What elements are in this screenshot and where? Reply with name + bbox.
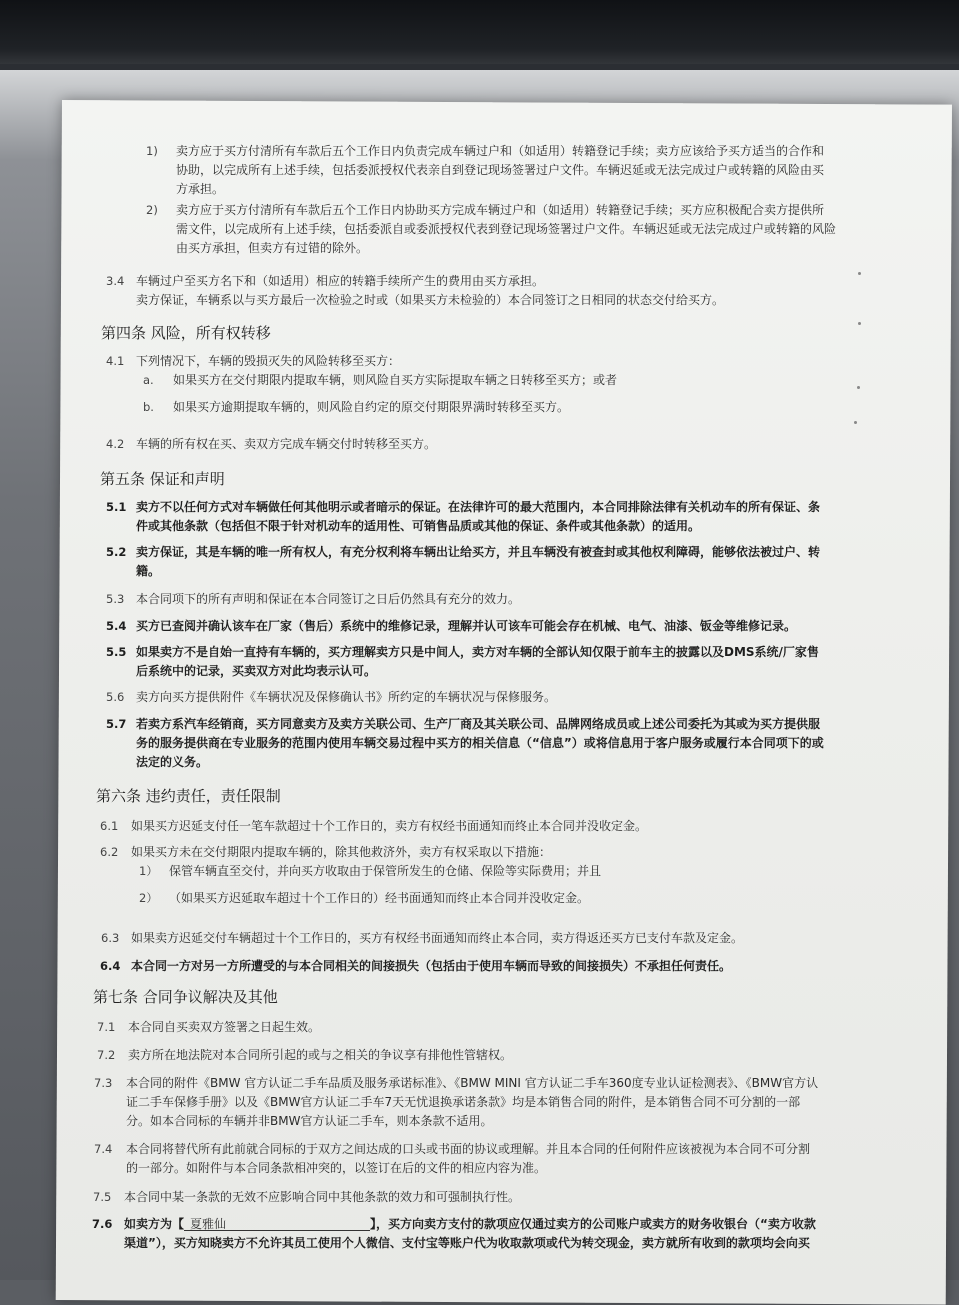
clause-number: 5.4 bbox=[106, 619, 127, 633]
clause-line: 需文件，以完成所有上述手续，包括委派自或委派授权代表到登记现场签署过户文件。车辆迟延或无法完成过户或转籍的风险 bbox=[176, 222, 837, 236]
heading-article-6: 第六条 违约责任，责任限制 bbox=[96, 787, 281, 805]
seller-name-field: 夏雅仙 bbox=[184, 1216, 370, 1231]
clause-number: 7.3 bbox=[94, 1076, 113, 1090]
heading-article-7: 第七条 合同争议解决及其他 bbox=[93, 988, 278, 1006]
clause-line: 卖方不以任何方式对车辆做任何其他明示或者暗示的保证。在法律许可的最大范围内，本合同排除法律有关机动车的所有保证、条 bbox=[136, 500, 821, 514]
clause-line: 卖方保证，其是车辆的唯一所有权人，有充分权利将车辆出让给买方，并且车辆没有被查封或其他权利障碍，能够依法被过户、转 bbox=[136, 545, 821, 559]
clause-line: 如果买方未在交付期限内提取车辆的，除其他救济外，卖方有权采取以下措施： bbox=[131, 845, 552, 859]
clause-number: 7.5 bbox=[93, 1190, 112, 1204]
clause-number: 7.1 bbox=[97, 1020, 116, 1034]
paper-mark bbox=[858, 322, 861, 325]
clause-number: 1） bbox=[139, 864, 158, 878]
clause-line: 本合同中某一条款的无效不应影响合同中其他条款的效力和可强制执行性。 bbox=[124, 1190, 521, 1204]
clause-line: （如果买方迟延取车超过十个工作日的）经书面通知而终止本合同并没收定金。 bbox=[169, 891, 590, 905]
clause-text: 】，买方向卖方支付的款项应仅通过卖方的公司账户或卖方的财务收银台（“卖方收款 bbox=[370, 1217, 816, 1231]
clause-line: 本合同的附件《BMW 官方认证二手车品质及服务承诺标准》、《BMW MINI 官方认证二手车360度专业认证检测表》、《BMW官方认 bbox=[126, 1076, 819, 1090]
clause-number: 5.2 bbox=[106, 545, 127, 559]
clause-line: 的一部分。如附件与本合同条款相冲突的，以签订在后的文件的相应内容为准。 bbox=[126, 1161, 547, 1175]
clause-number: 2） bbox=[139, 891, 158, 905]
clause-number: 2) bbox=[146, 203, 158, 217]
clause-number: 6.2 bbox=[100, 845, 119, 859]
clause-number: 7.6 bbox=[92, 1217, 113, 1231]
clause-line: 卖方向买方提供附件《车辆状况及保修确认书》所约定的车辆状况与保修服务。 bbox=[136, 690, 557, 704]
clause-number: b. bbox=[143, 400, 154, 414]
clause-line: 务的服务提供商在专业服务的范围内使用车辆交易过程中买方的相关信息（“信息”）或将信息用于客户服务或履行本合同项下的或 bbox=[136, 736, 824, 750]
clause-line: 如果买方迟延支付任一笔车款超过十个工作日的，卖方有权经书面通知而终止本合同并没收定金。 bbox=[131, 819, 648, 833]
clause-line bbox=[124, 1216, 816, 1232]
clause-number: 6.4 bbox=[100, 959, 121, 973]
clause-number: 5.5 bbox=[106, 645, 127, 659]
clause-number: 4.1 bbox=[106, 354, 125, 368]
clause-number: 1) bbox=[146, 144, 158, 158]
clause-number: 5.7 bbox=[106, 717, 127, 731]
clause-number: 5.6 bbox=[106, 690, 125, 704]
clause-number: 6.3 bbox=[101, 931, 120, 945]
clause-line: 本合同一方对另一方所遭受的与本合同相关的间接损失（包括由于使用车辆而导致的间接损失）不承担任何责任。 bbox=[131, 959, 732, 973]
clause-line: 如果卖方迟延交付车辆超过十个工作日的，买方有权经书面通知而终止本合同，卖方得返还买方已支付车款及定金。 bbox=[131, 931, 744, 945]
clause-line: 分。如本合同标的车辆并非BMW官方认证二手车，则本条款不适用。 bbox=[126, 1114, 493, 1128]
clause-number: 7.4 bbox=[94, 1142, 113, 1156]
clause-line: 买方已查阅并确认该车在厂家（售后）系统中的维修记录，理解并认可该车可能会存在机械、电气、油漆、钣金等维修记录。 bbox=[136, 619, 797, 633]
clause-line: 本合同自买卖双方签署之日起生效。 bbox=[128, 1020, 321, 1034]
clause-line: 证二手车保修手册》以及《BMW官方认证二手车7天无忧退换承诺条款》均是本销售合同的附件，是本销售合同不可分割的一部 bbox=[126, 1095, 801, 1109]
paper-mark bbox=[854, 421, 857, 424]
clause-line: 如果卖方不是自始一直持有车辆的，买方理解卖方只是中间人，卖方对车辆的全部认知仅限于前车主的披露以及DMS系统/厂家售 bbox=[136, 645, 819, 659]
clause-line: 本合同项下的所有声明和保证在本合同签订之日后仍然具有充分的效力。 bbox=[136, 592, 521, 606]
heading-article-5: 第五条 保证和声明 bbox=[100, 470, 225, 488]
clause-line: 卖方保证，车辆系以与买方最后一次检验之时或（如果买方未检验的）本合同签订之日相同的状态交付给买方。 bbox=[136, 293, 725, 307]
clause-line: 车辆的所有权在买、卖双方完成车辆交付时转移至买方。 bbox=[136, 437, 437, 451]
clause-line: 后系统中的记录，买卖双方对此均表示认可。 bbox=[136, 664, 377, 678]
clause-number: 3.4 bbox=[106, 274, 125, 288]
clause-line: 如果买方逾期提取车辆的，则风险自约定的原交付期限界满时转移至买方。 bbox=[173, 400, 570, 414]
heading-article-4: 第四条 风险，所有权转移 bbox=[101, 324, 271, 342]
clause-line: 法定的义务。 bbox=[136, 755, 209, 769]
clause-line: 件或其他条款（包括但不限于针对机动车的适用性、可销售品质或其他的保证、条件或其他条款）的适用。 bbox=[136, 519, 701, 533]
clause-number: 4.2 bbox=[106, 437, 125, 451]
clause-line: 方承担。 bbox=[176, 182, 225, 196]
clause-number: 5.3 bbox=[106, 592, 125, 606]
clause-line: 保管车辆直至交付，并向买方收取由于保管所发生的仓储、保险等实际费用；并且 bbox=[169, 864, 602, 878]
clause-line: 下列情况下，车辆的毁损灭失的风险转移至买方： bbox=[136, 354, 401, 368]
clause-line: 协助，以完成所有上述手续，包括委派授权代表亲自到登记现场签署过户文件。车辆迟延或无法完成过户或转籍的风险由买 bbox=[176, 163, 825, 177]
clause-number: 6.1 bbox=[100, 819, 119, 833]
paper-mark bbox=[857, 386, 860, 389]
paper-mark bbox=[858, 272, 861, 275]
clause-number: 7.2 bbox=[97, 1048, 116, 1062]
clause-line: 卖方应于买方付清所有车款后五个工作日内负责完成车辆过户和（如适用）转籍登记手续；卖方应该给予买方适当的合作和 bbox=[176, 144, 825, 158]
clause-text: 如卖方为【 bbox=[124, 1217, 185, 1231]
clause-line: 由买方承担，但卖方有过错的除外。 bbox=[176, 241, 369, 255]
clause-line: 本合同将替代所有此前就合同标的于双方之间达成的口头或书面的协议或理解。并且本合同的任何附件应该被视为本合同不可分割 bbox=[126, 1142, 811, 1156]
clause-line: 卖方应于买方付清所有车款后五个工作日内协助买方完成车辆过户和（如适用）转籍登记手续；买方应积极配合卖方提供所 bbox=[176, 203, 825, 217]
clause-line: 若卖方系汽车经销商，买方同意卖方及卖方关联公司、生产厂商及其关联公司、品牌网络成员或上述公司委托为其或为买方提供服 bbox=[136, 717, 821, 731]
clause-number: a. bbox=[143, 373, 154, 387]
clause-line: 籍。 bbox=[136, 564, 161, 578]
clause-line: 如果买方在交付期限内提取车辆，则风险自买方实际提取车辆之日转移至买方；或者 bbox=[173, 373, 618, 387]
clause-line: 渠道”），买方知晓卖方不允许其员工使用个人微信、支付宝等账户代为收取款项或代为转交现金，卖方就所有收到的款项均会向买 bbox=[124, 1236, 810, 1250]
clause-number: 5.1 bbox=[106, 500, 127, 514]
clause-line: 卖方所在地法院对本合同所引起的或与之相关的争议享有排他性管辖权。 bbox=[128, 1048, 513, 1062]
clause-line: 车辆过户至买方名下和（如适用）相应的转籍手续所产生的费用由买方承担。 bbox=[136, 274, 545, 288]
